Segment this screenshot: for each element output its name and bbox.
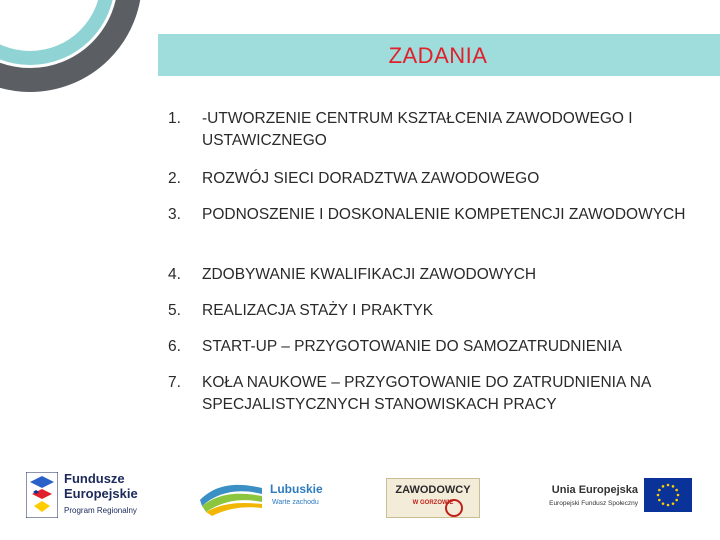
list-item-number: 4. [168, 266, 181, 283]
fundusze-europejskie-icon [26, 472, 58, 518]
list-item-number: 3. [168, 206, 181, 223]
eu-star-icon [658, 489, 661, 492]
eu-star-icon [677, 494, 680, 497]
eu-star-icon [662, 485, 665, 488]
zawodowcy-logo [386, 478, 480, 518]
list-item-text: -UTWORZENIE CENTRUM KSZTAŁCENIA ZAWODOWEGO I USTAWICZNEGO [202, 110, 633, 149]
lubuskie-line1: Lubuskie [270, 482, 323, 496]
list-item-text: START-UP – PRZYGOTOWANIE DO SAMOZATRUDNIENIA [202, 338, 622, 355]
page-title: ZADANIA [388, 43, 488, 68]
fundusze-europejskie-logo [26, 468, 156, 524]
eu-star-icon [672, 502, 675, 505]
list-item-number: 7. [168, 374, 181, 391]
ue-line1: Unia Europejska [551, 484, 638, 496]
fundusze-line1: Fundusze [64, 471, 125, 486]
eu-star-icon [675, 489, 678, 492]
eu-star-icon [667, 504, 670, 507]
eu-flag-icon [644, 478, 692, 512]
list-item-number: 2. [168, 170, 181, 187]
zawodowcy-line1: ZAWODOWCY [395, 484, 471, 496]
list-item-text: KOŁA NAUKOWE – PRZYGOTOWANIE DO ZATRUDNIENIA NA SPECJALISTYCZNYCH STANOWISKACH PRACY [202, 374, 651, 413]
eu-star-icon [658, 499, 661, 502]
list-item-text: ZDOBYWANIE KWALIFIKACJI ZAWODOWYCH [202, 266, 537, 283]
eu-star-icon [662, 502, 665, 505]
list-item-number: 1. [168, 110, 181, 127]
list-item-number: 5. [168, 302, 181, 319]
lubuskie-line2: Warte zachodu [272, 499, 319, 506]
list-item-text: ROZWÓJ SIECI DORADZTWA ZAWODOWEGO [202, 170, 540, 187]
list-item-text: PODNOSZENIE I DOSKONALENIE KOMPETENCJI ZAWODOWYCH [202, 206, 686, 223]
footer-logos [0, 462, 720, 532]
eu-star-icon [672, 485, 675, 488]
zawodowcy-line2: W GORZOWIE [412, 500, 454, 506]
ue-line2: Europejski Fundusz Społeczny [549, 500, 638, 507]
unia-europejska-logo [536, 476, 696, 520]
lubuskie-wave-icon [198, 478, 264, 516]
fundusze-line2: Europejskie [64, 486, 138, 501]
stamp-circle-icon [445, 499, 463, 517]
eu-star-icon [657, 494, 660, 497]
list-item-text: REALIZACJA STAŻY I PRAKTYK [202, 302, 434, 319]
list-item-number: 6. [168, 338, 181, 355]
eu-star-icon [675, 499, 678, 502]
fundusze-line3: Program Regionalny [64, 506, 137, 515]
lubuskie-logo [198, 472, 328, 522]
eu-star-icon [667, 484, 670, 487]
